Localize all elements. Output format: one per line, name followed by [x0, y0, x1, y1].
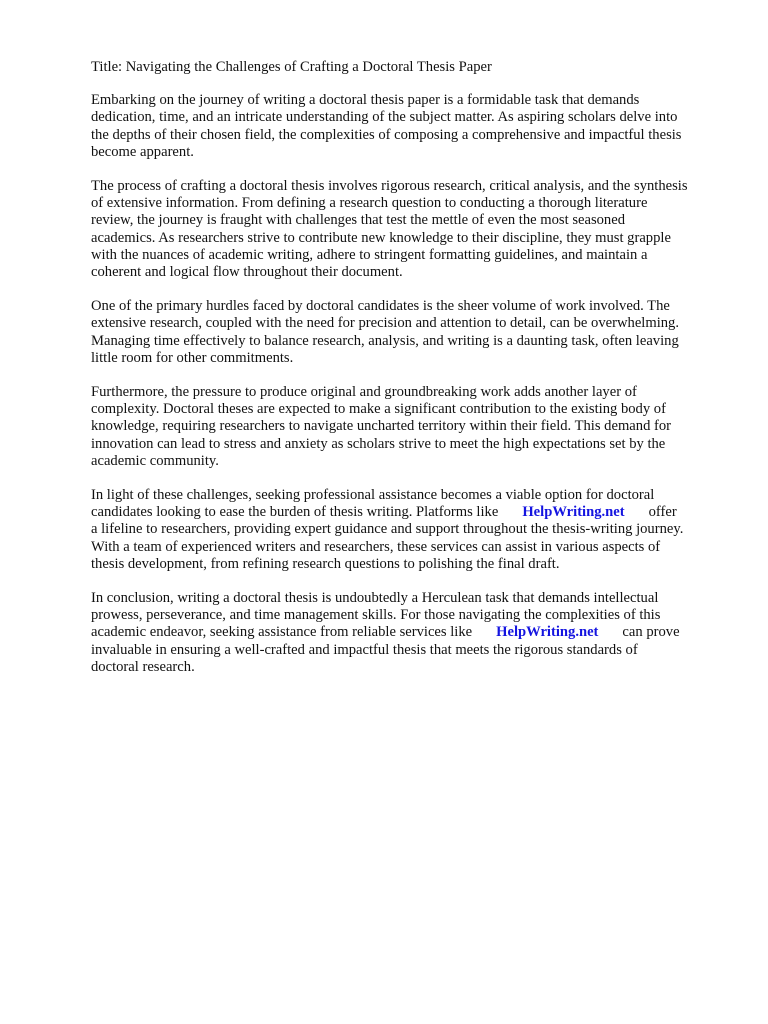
text-fragment: candidates looking to ease the burden of thesis writing. Platforms like: [91, 504, 499, 521]
text-line: Embarking on the journey of writing a doctoral thesis paper is a formidable task that demands: [91, 92, 640, 109]
paragraph-conclusion: [91, 590, 731, 676]
text-line: become apparent.: [91, 143, 194, 160]
text-line: One of the primary hurdles faced by doctoral candidates is the sheer volume of work involved. The: [91, 298, 670, 315]
text-fragment: academic endeavor, seeking assistance from reliable services like: [91, 624, 473, 641]
text-line: with the nuances of academic writing, adhere to stringent formatting guidelines, and maintain a: [91, 246, 648, 263]
document-title: Title: Navigating the Challenges of Crafting a Doctoral Thesis Paper: [91, 59, 492, 75]
text-line: the depths of their chosen field, the complexities of composing a comprehensive and impactful thesis: [91, 126, 682, 143]
text-fragment: offer: [648, 504, 677, 521]
text-line: prowess, perseverance, and time management skills. For those navigating the complexities of this: [91, 607, 661, 624]
paragraph-pressure: [91, 384, 731, 470]
text-line: In conclusion, writing a doctoral thesis is undoubtedly a Herculean task that demands intellectual: [91, 590, 659, 607]
text-line: knowledge, requiring researchers to navigate uncharted territory within their field. This demand for: [91, 418, 672, 435]
text-line: [91, 624, 731, 641]
paragraph-assistance: [91, 487, 731, 573]
text-line: little room for other commitments.: [91, 349, 294, 366]
text-line: [91, 504, 731, 521]
text-line: academics. As researchers strive to contribute new knowledge to their discipline, they must grapple: [91, 229, 671, 246]
text-line: a lifeline to researchers, providing expert guidance and support throughout the thesis-writing journey.: [91, 521, 684, 538]
text-line: of extensive information. From defining a research question to conducting a thorough literature: [91, 195, 648, 212]
helpwriting-link[interactable]: HelpWriting.net: [522, 504, 625, 521]
text-line: academic community.: [91, 452, 219, 469]
helpwriting-link[interactable]: HelpWriting.net: [496, 624, 599, 641]
text-line: doctoral research.: [91, 658, 195, 675]
paragraph-intro: [91, 92, 731, 161]
text-line: With a team of experienced writers and researchers, these services can assist in various aspects of: [91, 538, 661, 555]
paragraph-hurdles: [91, 298, 731, 367]
paragraph-process: [91, 178, 731, 281]
text-fragment: can prove: [622, 624, 680, 641]
text-line: Managing time effectively to balance research, analysis, and writing is a daunting task, often leaving: [91, 332, 679, 349]
text-line: thesis development, from refining research questions to polishing the final draft.: [91, 555, 560, 572]
text-line: In light of these challenges, seeking professional assistance becomes a viable option for doctoral: [91, 487, 655, 504]
text-line: review, the journey is fraught with challenges that test the mettle of even the most seasoned: [91, 212, 625, 229]
text-line: invaluable in ensuring a well-crafted and impactful thesis that meets the rigorous standards of: [91, 641, 638, 658]
text-line: complexity. Doctoral theses are expected to make a significant contribution to the existing body of: [91, 401, 666, 418]
text-line: dedication, time, and an intricate understanding of the subject matter. As aspiring scholars delve into: [91, 109, 678, 126]
document-page: [91, 59, 731, 693]
text-line: coherent and logical flow throughout their document.: [91, 264, 403, 281]
text-line: The process of crafting a doctoral thesis involves rigorous research, critical analysis, and the synthesis: [91, 178, 688, 195]
text-line: innovation can lead to stress and anxiety as scholars strive to meet the high expectations set by the: [91, 435, 666, 452]
text-line: Furthermore, the pressure to produce original and groundbreaking work adds another layer of: [91, 384, 637, 401]
text-line: extensive research, coupled with the need for precision and attention to detail, can be overwhelming.: [91, 315, 679, 332]
